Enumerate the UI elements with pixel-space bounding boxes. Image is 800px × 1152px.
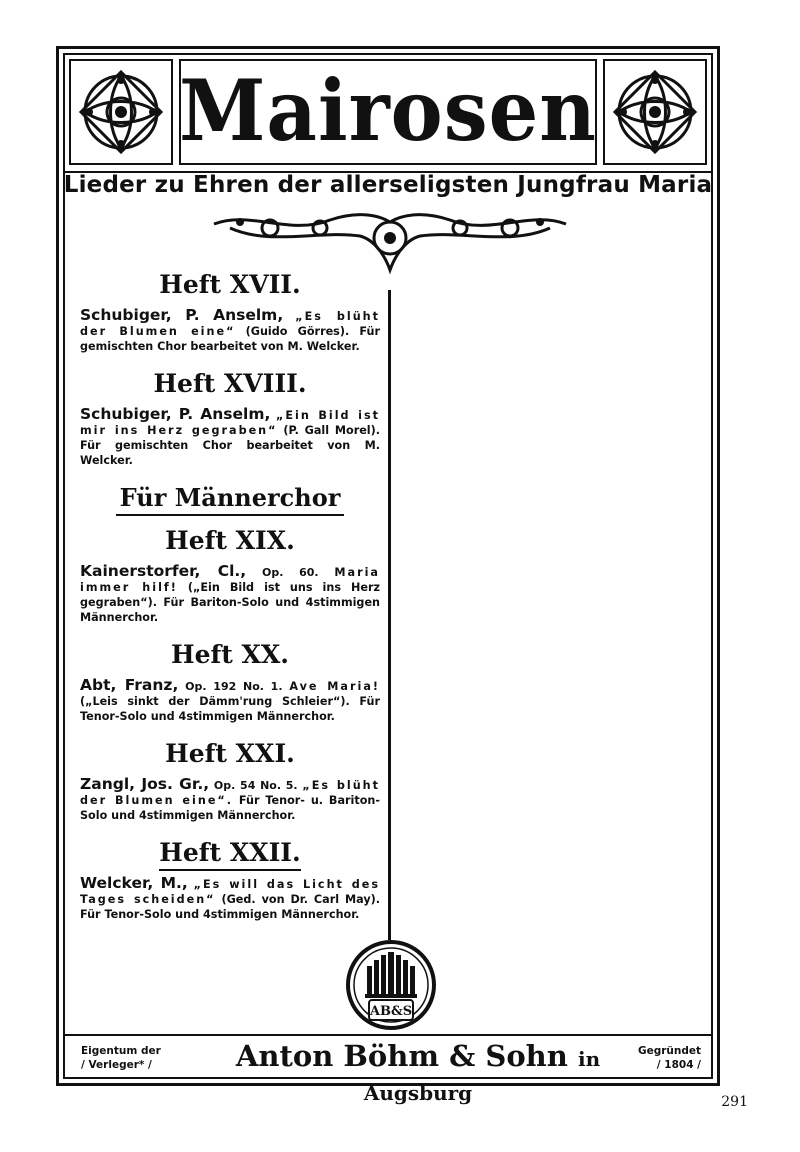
work-title: „Es blüht der Blumen eine“.: [80, 778, 380, 808]
work-title: „Ein Bild ist mir ins Herz gegraben“: [80, 409, 380, 438]
footer-publisher: [203, 1039, 633, 1107]
ornamental-banner: [210, 206, 570, 276]
entry-details: (Ged. von Dr. Carl May). Für Tenor-Solo und 4stimmigen Männerchor.: [80, 893, 380, 921]
composer: Schubiger, P. Anselm,: [80, 306, 284, 324]
heft-group-xvii: [80, 270, 380, 355]
vertical-divider: [388, 290, 391, 940]
entry-text: [80, 774, 380, 824]
heft-title: Heft XVIII.: [153, 369, 307, 399]
entry-text: [80, 305, 380, 355]
composer: Abt, Franz,: [80, 675, 179, 694]
heft-title-underlined: [80, 838, 380, 867]
heft-title: Heft XIX.: [165, 525, 295, 555]
heft-group-xx: [80, 640, 380, 725]
entry-details: („Ein Bild ist uns ins Herz gegraben“). Für Bariton-Solo und 4stimmigen Männerchor.: [80, 581, 380, 624]
heft-group-xviii: [80, 369, 380, 469]
page-number: 291: [721, 1094, 748, 1110]
footer-left-line1: Eigentum der: [81, 1045, 161, 1057]
work-title: „Es will das Licht des Tages scheiden“: [80, 877, 380, 907]
opus-number: Op. 60.: [261, 565, 319, 579]
composer: Schubiger, P. Anselm,: [80, 405, 271, 424]
publisher-city: Augsburg: [363, 1081, 473, 1105]
footer-left-line2: / Verleger* /: [81, 1059, 152, 1072]
header-row: [63, 53, 713, 173]
title-box: [179, 59, 597, 165]
work-title: Maria immer hilf!: [80, 565, 380, 595]
rosette-icon: [75, 66, 167, 158]
composer: Kainerstorfer, Cl.,: [80, 561, 247, 580]
heft-title: Heft XX.: [170, 639, 290, 669]
entry-text: [80, 404, 380, 469]
publisher-organ-logo: [343, 940, 439, 1030]
heft-group-xxii: [80, 838, 380, 923]
subtitle: Lieder zu Ehren der allerseligsten Jungfrau Maria: [63, 172, 713, 198]
opus-number: Op. 54 No. 5.: [213, 778, 298, 792]
rosette-icon: [609, 66, 701, 158]
opus-number: Op. 192 No. 1.: [185, 679, 283, 693]
heft-title: Heft XXI.: [165, 738, 295, 768]
work-title: Ave Maria!: [289, 679, 380, 693]
publisher-in: in: [577, 1047, 601, 1071]
heft-title: Heft XXII.: [159, 838, 300, 871]
entry-details: (Guido Görres). Für gemischten Chor bearbeitet von M. Welcker.: [80, 325, 380, 354]
composer: Welcker, M.,: [80, 873, 188, 892]
entry-details: Für Tenor- u. Bariton-Solo und 4stimmigen Männerchor.: [80, 794, 380, 822]
entry-text: [80, 675, 380, 725]
entry-text: [80, 873, 380, 923]
footer-right-line1: Gegründet: [637, 1045, 701, 1057]
entry-details: (P. Gall Morel). Für gemischten Chor bearbeitet von M. Welcker.: [80, 424, 380, 468]
footer-right: [638, 1044, 701, 1072]
section-heading: [80, 483, 380, 512]
heft-title: Heft XVII.: [159, 270, 301, 299]
work-title: „Es blüht der Blumen eine“: [80, 310, 380, 339]
right-rosette-ornament: [603, 59, 707, 165]
composer: Zangl, Jos. Gr.,: [80, 774, 210, 793]
publisher-name: Anton Böhm & Sohn: [235, 1039, 568, 1073]
section-heading-text: Für Männerchor: [116, 483, 345, 516]
footer-left: [81, 1044, 161, 1072]
logo-text: AB&S: [369, 1004, 413, 1019]
left-rosette-ornament: [69, 59, 173, 165]
footer: [63, 1034, 713, 1105]
heft-group-xix: [80, 526, 380, 626]
page-title: Mairosen: [179, 62, 597, 161]
entry-details: („Leis sinkt der Dämm'rung Schleier“). Für Tenor-Solo und 4stimmigen Männerchor.: [80, 695, 380, 723]
content-column: [80, 270, 380, 937]
heft-group-xxi: [80, 739, 380, 824]
footer-right-line2: / 1804 /: [656, 1059, 701, 1072]
entry-text: [80, 561, 380, 626]
